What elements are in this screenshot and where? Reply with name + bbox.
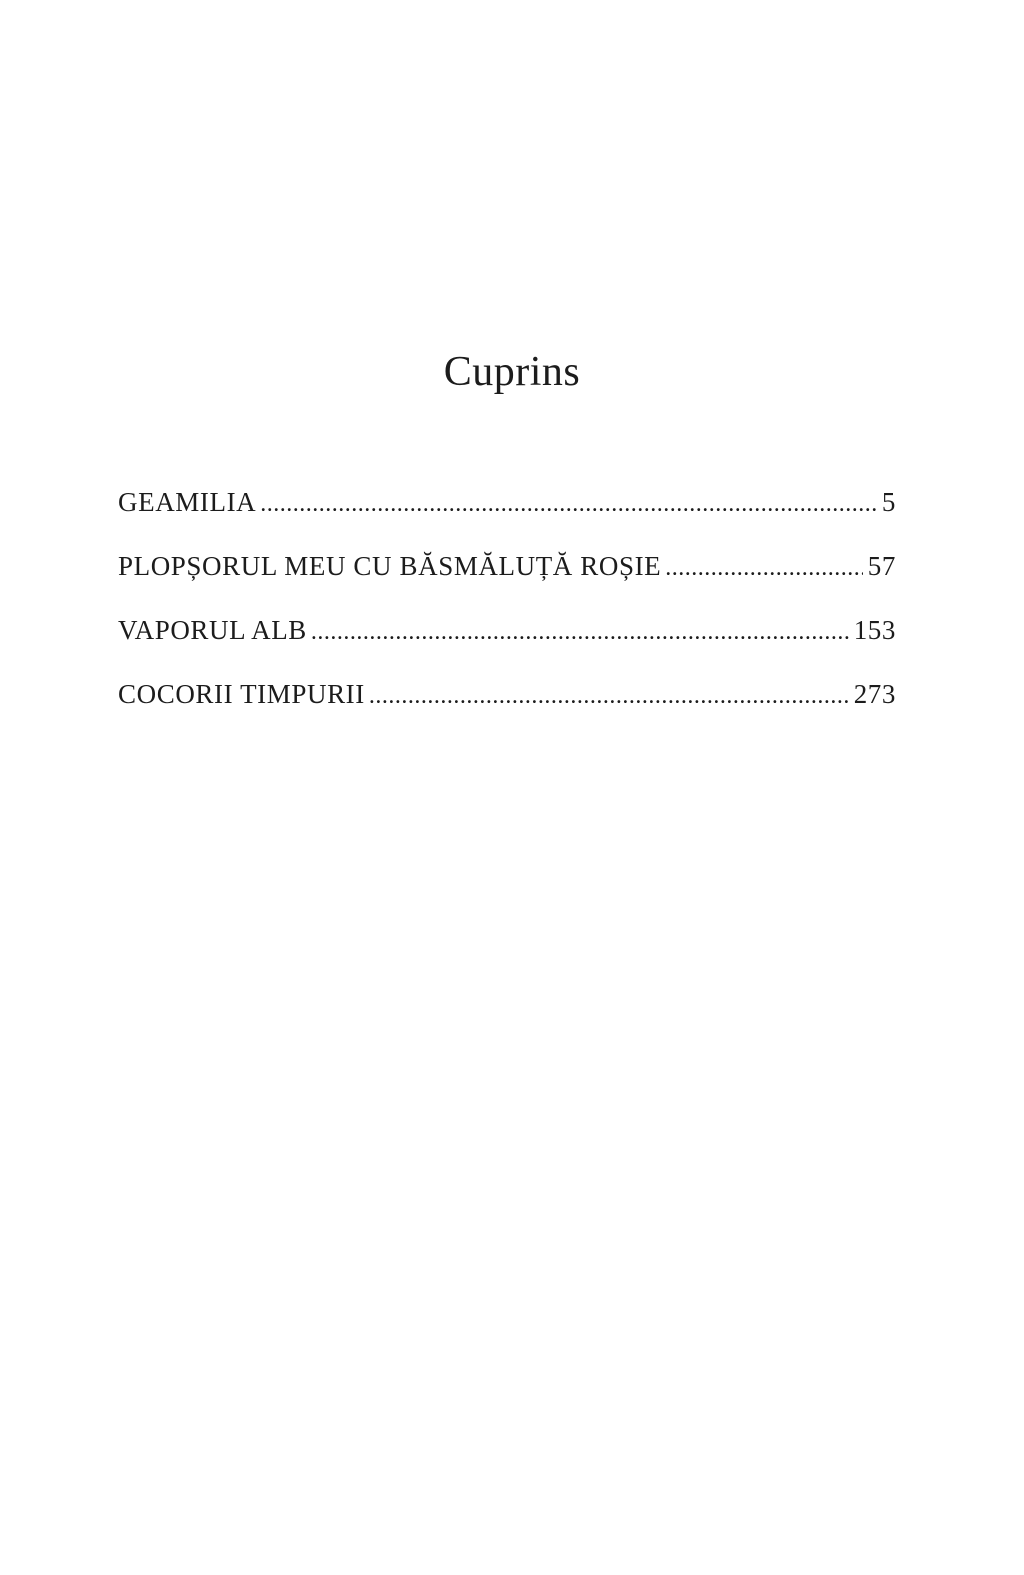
dot-leader [311,616,849,648]
toc-entry-label: GEAMILIA [118,487,257,518]
toc-entry [118,550,896,584]
dot-leader [665,552,863,584]
toc-entry-page-number: 5 [881,487,896,518]
toc-entry-page-number: 57 [867,551,896,582]
toc-entry [118,486,896,520]
toc-entry [118,614,896,648]
toc-entry-page-number: 153 [853,615,896,646]
dot-leader [369,680,849,712]
toc-entry-label: VAPORUL ALB [118,615,307,646]
dot-leader [260,488,877,520]
page-title: Cuprins [443,349,581,395]
toc-entry [118,678,896,712]
toc-entry-label: PLOPȘORUL MEU CU BĂSMĂLUȚĂ ROȘIE [118,551,662,582]
toc-list [118,486,896,712]
toc-entry-label: COCORII TIMPURII [118,679,365,710]
toc-entry-page-number: 273 [853,679,896,710]
